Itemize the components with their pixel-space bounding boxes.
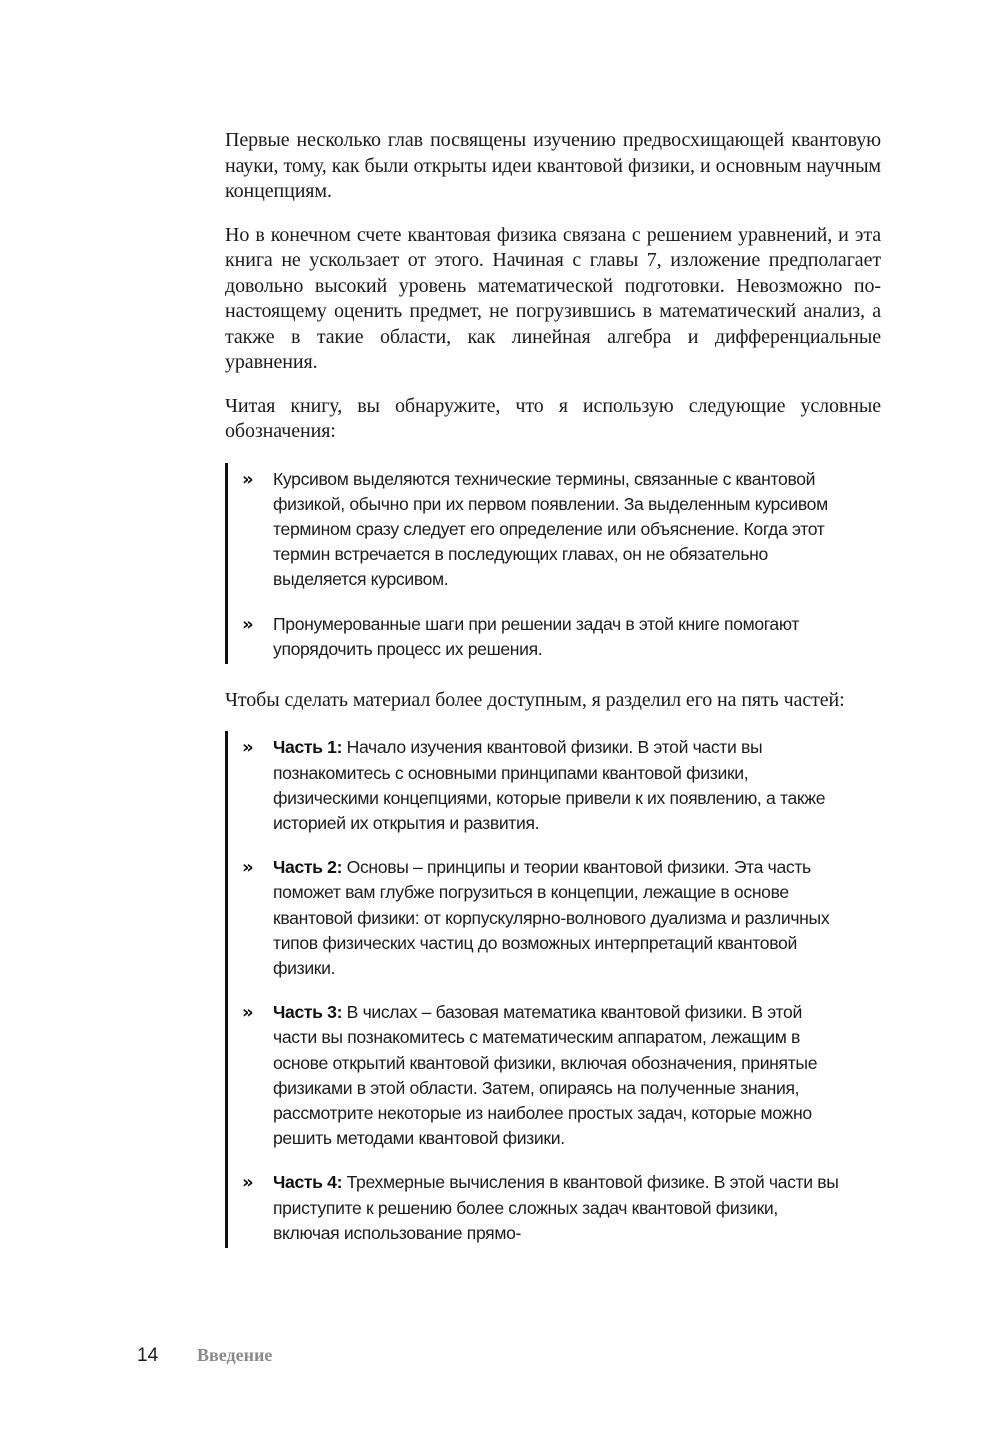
running-title: Введение	[197, 1345, 273, 1365]
list-item-text	[273, 1000, 848, 1151]
paragraph-intro-1: Первые несколько глав посвящены изучению предвосхищающей квантовую науки, тому, как были открыты идеи квантовой физики, и основным научным концепциям.	[225, 129, 881, 202]
part-description: Начало изучения квантовой физики. В этой части вы познакомитесь с основными принципами квантовой физики, физическими концепциями, которые привели к их появлению, а также историей их открытия и развития.	[273, 737, 826, 834]
list-item-text	[273, 855, 848, 981]
list-item-text	[273, 735, 848, 836]
part-label: Часть 3:	[273, 1002, 343, 1023]
parts-list	[225, 731, 881, 1248]
part-label: Часть 4:	[273, 1172, 343, 1193]
list-item	[228, 735, 881, 836]
part-label: Часть 1:	[273, 737, 343, 758]
double-chevron-icon: »	[242, 1172, 254, 1194]
list-item-text: Пронумерованные шаги при решении задач в этой книге помогают упорядочить процесс их решения.	[273, 613, 800, 659]
double-chevron-icon: »	[242, 468, 254, 490]
paragraph-conventions-intro: Читая книгу, вы обнаружите, что я использую следующие условные обозначения:	[225, 394, 881, 442]
paragraph-parts-intro: Чтобы сделать материал более доступным, я разделил его на пять частей:	[225, 688, 845, 711]
page-body	[225, 128, 881, 1272]
double-chevron-icon: »	[242, 857, 254, 879]
list-item	[228, 855, 881, 981]
paragraph-intro-2: Но в конечном счете квантовая физика связана с решением уравнений, и эта книга не ускользает от этого. Начиная с главы 7, изложение предполагает довольно высокий уровень математической подготовки. Невозможно по-настоящему оценить предмет, не погрузившись в математический анализ, а также в такие области, как линейная алгебра и дифференциальные уравнения.	[225, 223, 881, 373]
part-description: В числах – базовая математика квантовой физики. В этой части вы познакомитесь с математическим аппаратом, лежащим в основе открытий квантовой физики, включая обозначения, принятые физиками в этой области. Затем, опираясь на полученные знания, рассмотрите некоторые из наиболее простых задач, которые можно решить методами квантовой физики.	[273, 1002, 818, 1149]
double-chevron-icon: »	[242, 1002, 254, 1024]
page-footer	[137, 1345, 272, 1367]
list-item	[228, 1170, 881, 1246]
page-number: 14	[137, 1345, 159, 1366]
list-item	[228, 467, 881, 593]
list-item-text: Курсивом выделяются технические термины, связанные с квантовой физикой, обычно при их первом появлении. За выделенным курсивом термином сразу следует его определение или объяснение. Когда этот термин встречается в последующих главах, он не обязательно выделяется курсивом.	[273, 468, 828, 590]
double-chevron-icon: »	[242, 613, 254, 635]
part-description: Основы – принципы и теории квантовой физики. Эта часть поможет вам глубже погрузиться в концепции, лежащие в основе квантовой физики: от корпускулярно-волнового дуализма и различных типов физических частиц до возможных интерпретаций квантовой физики.	[273, 857, 830, 979]
double-chevron-icon: »	[242, 737, 254, 759]
part-label: Часть 2:	[273, 857, 343, 878]
list-item	[228, 1000, 881, 1151]
list-item	[228, 612, 881, 662]
list-item-text	[273, 1170, 848, 1246]
conventions-list	[225, 463, 881, 664]
part-description: Трехмерные вычисления в квантовой физике. В этой части вы приступите к решению более сложных задач квантовой физики, включая использование прямо-	[273, 1172, 839, 1243]
